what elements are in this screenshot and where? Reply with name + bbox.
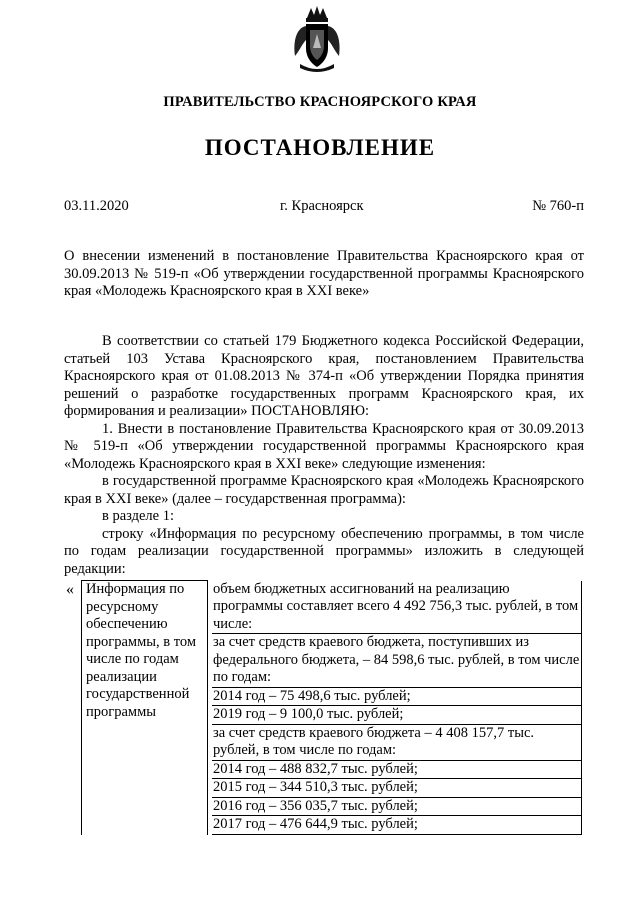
- resource-table: [81, 580, 582, 835]
- value-line: за счет средств краевого бюджета, поступивших из федерального бюджета, – 84 598,6 тыс. рублей, в том числе по годам:: [213, 634, 580, 685]
- document-type: ПОСТАНОВЛЕНИЕ: [204, 135, 436, 160]
- document-subject: О внесении изменений в постановление Правительства Красноярского края от 30.09.2013 № 519-п «Об утверждении государственной программы Красноярского края «Молодежь Красноярского края в XXI веке»: [64, 248, 584, 299]
- value-line: 2016 год – 356 035,7 тыс. рублей;: [212, 797, 581, 816]
- paragraph: в государственной программе Красноярского края «Молодежь Красноярского края в XXI веке» (далее – государственная программа):: [64, 473, 584, 507]
- document-number: № 760-п: [532, 198, 584, 214]
- value-line: 2019 год – 9 100,0 тыс. рублей;: [212, 705, 581, 724]
- opening-quote: «: [66, 581, 74, 598]
- value-line: 2014 год – 488 832,7 тыс. рублей;: [212, 760, 581, 779]
- paragraph: строку «Информация по ресурсному обеспечению программы, в том числе по годам реализации государственной программы» изложить в следующей редакции:: [64, 525, 584, 577]
- document-date: 03.11.2020: [64, 198, 129, 214]
- document-city: г. Красноярск: [280, 198, 364, 214]
- paragraph: в разделе 1:: [102, 508, 175, 524]
- row-value: [208, 581, 582, 835]
- value-line: 2017 год – 476 644,9 тыс. рублей;: [212, 815, 581, 835]
- table-row: [82, 581, 582, 835]
- row-label: Информация по ресурсному обеспечению программы, в том числе по годам реализации государственной программы: [82, 581, 208, 835]
- value-line: 2014 год – 75 498,6 тыс. рублей;: [212, 687, 581, 706]
- document-body: [64, 333, 584, 578]
- paragraph: 1. Внести в постановление Правительства Красноярского края от 30.09.2013 № 519-п «Об утверждении государственной программы Красноярского края «Молодежь Красноярского края в XXI веке» следующие изменения:: [64, 420, 584, 472]
- value-line: объем бюджетных ассигнований на реализацию программы составляет всего 4 492 756,3 тыс. рублей, в том числе:: [213, 580, 579, 632]
- value-line: 2015 год – 344 510,3 тыс. рублей;: [212, 778, 581, 797]
- coat-of-arms-icon: [292, 4, 342, 74]
- value-line: за счет средств краевого бюджета – 4 408 157,7 тыс. рублей, в том числе по годам:: [212, 724, 581, 760]
- government-name: ПРАВИТЕЛЬСТВО КРАСНОЯРСКОГО КРАЯ: [163, 94, 477, 110]
- paragraph: В соответствии со статьей 179 Бюджетного кодекса Российской Федерации, статьей 103 Устава Красноярского края, постановлением Правительства Красноярского края от 01.08.2013 № 374-п «Об утверждении Порядка принятия решений о разработке государственных программ Красноярского края, их формирования и реализации» ПОСТАНОВЛЯЮ:: [64, 333, 584, 419]
